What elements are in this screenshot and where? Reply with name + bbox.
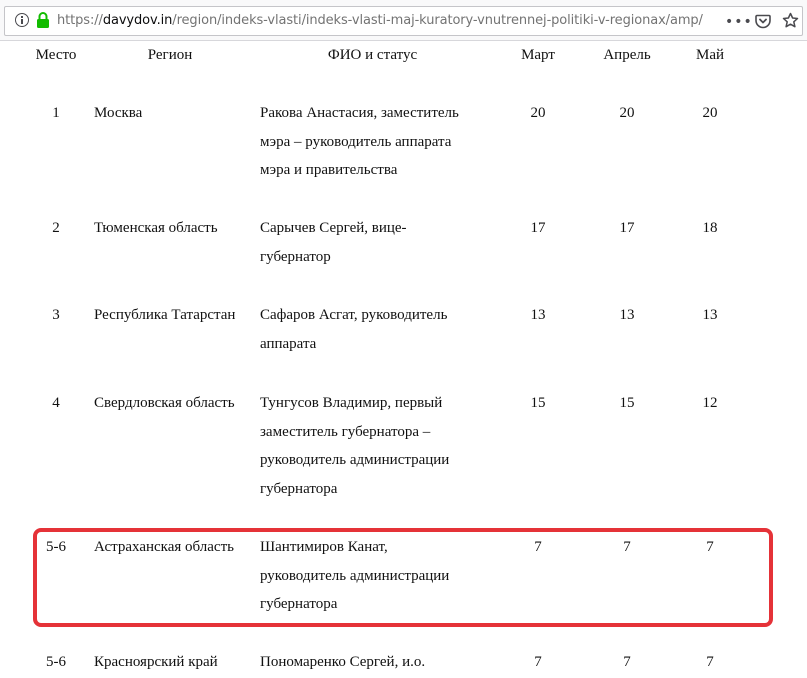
header-may: Май bbox=[695, 47, 725, 63]
fio-line: руководитель администрации bbox=[260, 567, 450, 584]
march-cell: 13 bbox=[530, 307, 546, 323]
may-cell: 13 bbox=[702, 307, 718, 323]
march-cell: 17 bbox=[530, 220, 546, 236]
region-cell: Красноярский край bbox=[94, 654, 218, 670]
more-icon[interactable]: ••• bbox=[725, 14, 753, 30]
region-cell: Свердловская область bbox=[94, 395, 235, 411]
bookmark-star-icon[interactable] bbox=[782, 12, 799, 29]
highlight-frame bbox=[33, 528, 773, 627]
fio-cell bbox=[260, 648, 485, 677]
fio-line: Шантимиров Канат, bbox=[260, 539, 388, 555]
browser-toolbar bbox=[0, 0, 807, 41]
may-cell: 7 bbox=[706, 539, 714, 555]
april-cell: 7 bbox=[623, 539, 631, 555]
header-place: Место bbox=[35, 47, 77, 63]
fio-cell bbox=[260, 301, 485, 358]
fio-line: Сарычев Сергей, вице- bbox=[260, 220, 407, 236]
place-cell: 5-6 bbox=[46, 539, 66, 555]
fio-cell bbox=[260, 214, 485, 271]
info-icon[interactable] bbox=[15, 13, 29, 27]
region-cell: Астраханская область bbox=[94, 539, 234, 555]
place-cell: 2 bbox=[52, 220, 60, 236]
place-cell: 5-6 bbox=[46, 654, 66, 670]
april-cell: 17 bbox=[619, 220, 635, 236]
april-cell: 15 bbox=[619, 395, 635, 411]
fio-line: Ракова Анастасия, заместитель bbox=[260, 105, 459, 121]
place-cell: 1 bbox=[52, 105, 60, 121]
address-bar[interactable] bbox=[4, 6, 803, 36]
fio-line: губернатора bbox=[260, 596, 338, 612]
march-cell: 20 bbox=[530, 105, 546, 121]
header-march: Март bbox=[521, 47, 555, 63]
header-region: Регион bbox=[147, 47, 193, 63]
fio-line: Сафаров Асгат, руководитель bbox=[260, 307, 448, 323]
fio-cell bbox=[260, 99, 485, 185]
april-cell: 20 bbox=[619, 105, 635, 121]
may-cell: 12 bbox=[702, 395, 718, 411]
march-cell: 15 bbox=[530, 395, 546, 411]
march-cell: 7 bbox=[534, 654, 542, 670]
may-cell: 7 bbox=[706, 654, 714, 670]
place-cell: 4 bbox=[52, 395, 60, 411]
april-cell: 7 bbox=[623, 654, 631, 670]
fio-line: губернатора bbox=[260, 480, 338, 497]
fio-line: мэра – руководитель аппарата bbox=[260, 133, 452, 150]
url-text[interactable]: https://davydov.in/region/indeks-vlasti/indeks-vlasti-maj-kuratory-vnutrennej-politiki-v-regionax/amp/ bbox=[57, 13, 703, 28]
fio-line: Тунгусов Владимир, первый bbox=[260, 395, 443, 411]
pocket-icon[interactable] bbox=[755, 13, 771, 29]
region-cell: Тюменская область bbox=[94, 220, 218, 236]
march-cell: 7 bbox=[534, 539, 542, 555]
fio-line: Пономаренко Сергей, и.о. bbox=[260, 654, 426, 670]
region-cell: Республика Татарстан bbox=[94, 307, 236, 323]
region-cell: Москва bbox=[94, 105, 143, 121]
lock-icon[interactable] bbox=[36, 12, 50, 28]
may-cell: 20 bbox=[702, 105, 718, 121]
header-april: Апрель bbox=[603, 47, 651, 63]
fio-line: губернатор bbox=[260, 248, 331, 265]
fio-line: заместитель губернатора – bbox=[260, 423, 431, 440]
fio-line: мэра и правительства bbox=[260, 162, 398, 178]
april-cell: 13 bbox=[619, 307, 635, 323]
fio-line: аппарата bbox=[260, 335, 317, 352]
fio-cell bbox=[260, 389, 485, 503]
may-cell: 18 bbox=[702, 220, 718, 236]
place-cell: 3 bbox=[52, 307, 60, 323]
header-fio: ФИО и статус bbox=[327, 47, 418, 63]
fio-line: руководитель администрации bbox=[260, 452, 450, 468]
